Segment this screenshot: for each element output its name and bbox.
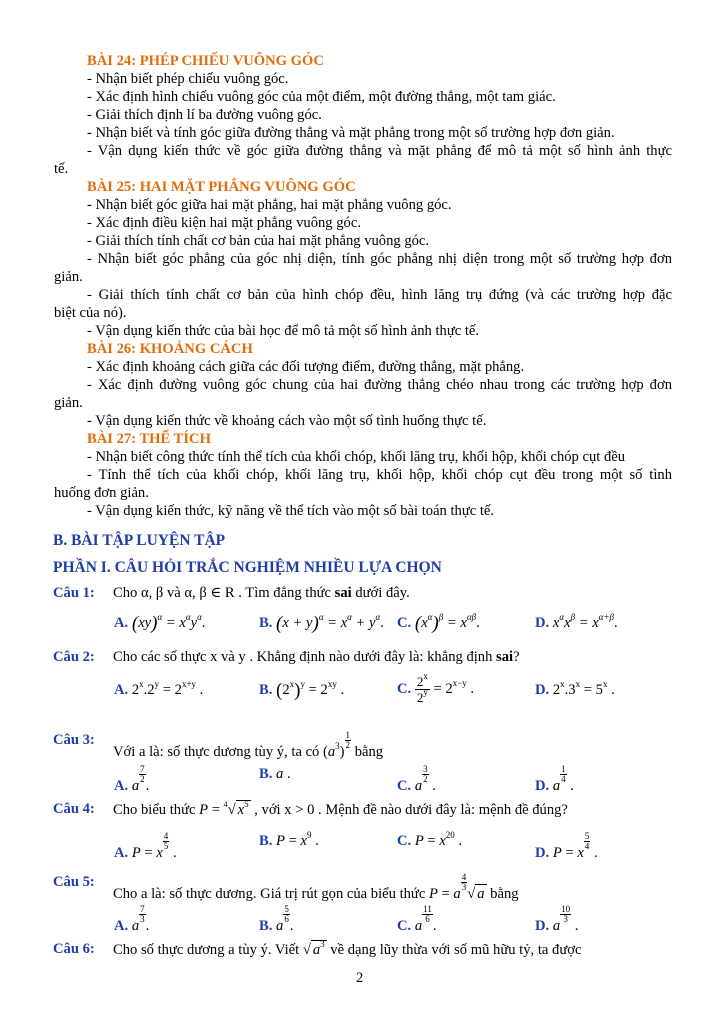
question-label: Câu 6: bbox=[53, 941, 95, 957]
lesson-25-title: BÀI 25: HAI MẶT PHẲNG VUÔNG GÓC bbox=[87, 179, 356, 195]
lesson-25-line: giản. bbox=[54, 269, 83, 285]
option-c[interactable]: C. $\frac{2^x}{2^y}$ = $2^{x-y}$ . bbox=[397, 671, 475, 705]
lesson-27-line: - Vận dụng kiến thức, kỹ năng về thể tích vào một số bài toán thực tế. bbox=[87, 503, 495, 519]
lesson-25-line: - Vận dụng kiến thức của bài học để mô tả một số hình ảnh thực tế. bbox=[87, 323, 480, 339]
lesson-26-title: BÀI 26: KHOẢNG CÁCH bbox=[87, 341, 253, 357]
lesson-27-line: - Tính thể tích của khối chóp, khối lăng trụ, khối hộp, khối chóp cụt đều trong một số tình bbox=[87, 467, 672, 483]
option-b[interactable]: B. $P = x^9$ . bbox=[259, 830, 319, 849]
option-c[interactable]: C. $P = x^{20}$ . bbox=[397, 830, 463, 849]
option-a[interactable]: A. a $\frac{7}{2}$ . bbox=[114, 764, 150, 794]
question-text: Cho a là: số thực dương. Giá trị rút gọn của biểu thức P = a $\frac{4}{3}$ √ a bằng bbox=[113, 872, 519, 902]
question-text: Cho số thực dương a tùy ý. Viết √ $a^3$ về dạng lũy thừa với số mũ hữu tỷ, ta được bbox=[113, 939, 582, 958]
option-b[interactable]: B. a $\frac{5}{6}$ . bbox=[259, 904, 294, 934]
option-a[interactable]: A. $2^x.2^y = 2^{x+y}$ . bbox=[114, 679, 204, 698]
option-a[interactable]: A. P = x $\frac{4}{5}$ . bbox=[114, 831, 177, 861]
option-c[interactable]: C. a $\frac{3}{2}$ . bbox=[397, 764, 436, 794]
lesson-24-line: - Vận dụng kiến thức về góc giữa đường thẳng và mặt phẳng để mô tả một số hình ảnh thực bbox=[87, 143, 672, 159]
option-c[interactable]: C. $(x^\alpha)^\beta = x^{\alpha\beta}$. bbox=[397, 612, 480, 634]
question-label: Câu 3: bbox=[53, 732, 95, 748]
lesson-24-line: - Giải thích định lí ba đường vuông góc. bbox=[87, 107, 322, 123]
lesson-25-line: - Giải thích tính chất cơ bản của hai mặt phẳng vuông góc. bbox=[87, 233, 430, 249]
question-label: Câu 2: bbox=[53, 649, 95, 665]
question-text: Cho biểu thức P = $^4$√ $x^5$ , với x > 0 . Mệnh đề nào dưới đây là: mệnh đề đúng? bbox=[113, 799, 568, 818]
lesson-25-line: biệt của nó). bbox=[54, 305, 127, 321]
option-b[interactable]: B. a . bbox=[259, 766, 291, 782]
option-d[interactable]: D. a $\frac{10}{3}$ . bbox=[535, 904, 579, 934]
section-b-heading: B. BÀI TẬP LUYỆN TẬP bbox=[53, 532, 226, 549]
lesson-24-line: - Nhận biết phép chiếu vuông góc. bbox=[87, 71, 289, 87]
lesson-24-line: - Xác định hình chiếu vuông góc của một điểm, một đường thẳng, một tam giác. bbox=[87, 89, 556, 105]
option-d[interactable]: D. $2^x.3^x = 5^x$ . bbox=[535, 679, 615, 698]
question-label: Câu 1: bbox=[53, 585, 95, 601]
lesson-26-line: - Xác định khoảng cách giữa các đối tượng điểm, đường thẳng, mặt phẳng. bbox=[87, 359, 525, 375]
question-text: Cho α, β và α, β ∈ R . Tìm đẳng thức sai dưới đây. bbox=[113, 585, 410, 601]
option-a[interactable]: A. $(xy)^\alpha = x^\alpha y^\alpha$. bbox=[114, 612, 206, 634]
lesson-25-line: - Giải thích tính chất cơ bản của hình chóp đều, hình lăng trụ đứng (và các trường hợp đặc bbox=[87, 287, 672, 303]
question-text: Với a là: số thực dương tùy ý, ta có $(a^3)$ $\frac{1}{2}$ bằng bbox=[113, 730, 384, 760]
lesson-26-line: - Xác định đường vuông góc chung của hai đường thẳng chéo nhau trong các trường hợp đơn bbox=[87, 377, 672, 393]
option-a[interactable]: A. a $\frac{7}{3}$ . bbox=[114, 904, 150, 934]
question-label: Câu 5: bbox=[53, 874, 95, 890]
section-part1-heading: PHẦN I. CÂU HỎI TRẮC NGHIỆM NHIỀU LỰA CHỌN bbox=[53, 559, 442, 576]
lesson-24-line: tế. bbox=[54, 161, 69, 177]
option-c[interactable]: C. a $\frac{11}{6}$ . bbox=[397, 904, 437, 934]
lesson-27-line: huống đơn giản. bbox=[54, 485, 149, 501]
question-label: Câu 4: bbox=[53, 801, 95, 817]
lesson-24-title: BÀI 24: PHÉP CHIẾU VUÔNG GÓC bbox=[87, 53, 324, 69]
lesson-27-title: BÀI 27: THỂ TÍCH bbox=[87, 431, 211, 447]
lesson-25-line: - Xác định điều kiện hai mặt phẳng vuông góc. bbox=[87, 215, 361, 231]
option-b[interactable]: B. $(x + y)^\alpha = x^\alpha + y^\alpha$. bbox=[259, 612, 384, 634]
option-d[interactable]: D. $x^\alpha x^\beta = x^{\alpha+\beta}$. bbox=[535, 612, 618, 631]
question-text: Cho các số thực x và y . Khẳng định nào dưới đây là: khẳng định sai? bbox=[113, 649, 520, 665]
lesson-25-line: - Nhận biết góc phẳng của góc nhị diện, tính góc phẳng nhị diện trong một số trường hợp đơn bbox=[87, 251, 672, 267]
lesson-24-line: - Nhận biết và tính góc giữa đường thẳng và mặt phẳng trong một số trường hợp đơn giản. bbox=[87, 125, 615, 141]
lesson-26-line: giản. bbox=[54, 395, 83, 411]
page-number: 2 bbox=[356, 970, 364, 986]
option-d[interactable]: D. P = x $\frac{5}{4}$ . bbox=[535, 831, 598, 861]
option-d[interactable]: D. a $\frac{1}{4}$ . bbox=[535, 764, 574, 794]
option-b[interactable]: B. $(2^x)^y = 2^{xy}$ . bbox=[259, 679, 345, 701]
lesson-27-line: - Nhận biết công thức tính thể tích của khối chóp, khối lăng trụ, khối hộp, khối chóp cụt đều bbox=[87, 449, 626, 465]
lesson-26-line: - Vận dụng kiến thức về khoảng cách vào một số tình huống thực tế. bbox=[87, 413, 487, 429]
lesson-25-line: - Nhận biết góc giữa hai mặt phẳng, hai mặt phẳng vuông góc. bbox=[87, 197, 452, 213]
